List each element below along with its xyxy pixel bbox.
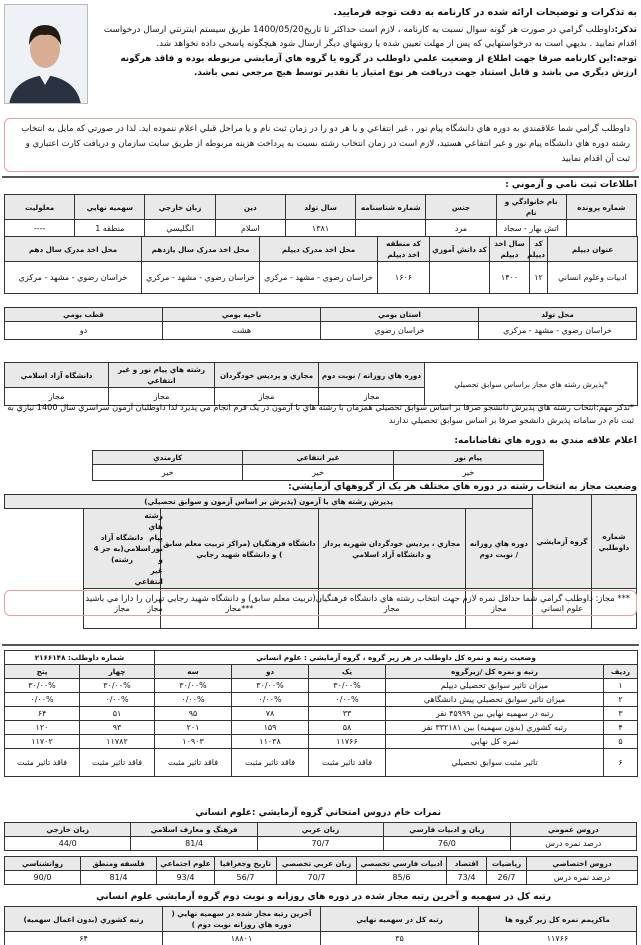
table-header-cell: شماره داوطلب: ۲۱۶۶۱۴۸ — [5, 651, 155, 665]
table-cell: 70/7 — [277, 871, 357, 885]
table-cell: 85/6 — [357, 871, 447, 885]
table-cell: ۱۱۷۸۲ — [80, 735, 155, 749]
status-note: *** مجاز: داوطلب گرامي شما حداقل نمره لازم جهت انتخاب رشته هاي دانشگاه فرهنگيان(تربيت معلم سابق) و دانشگاه شهيد رجايي تهران را دارا مي باشيد — [4, 590, 637, 616]
table-cell: نمره کل نهايي — [386, 735, 604, 749]
table-cell: 76/0 — [384, 837, 510, 851]
table-cell: 70/7 — [257, 837, 383, 851]
table-row — [5, 907, 637, 932]
raw-title: نمرات خام دروس امتحاني گروه آزمايشي :علوم انساني — [195, 808, 441, 818]
table-header-cell: آخرين رتبه مجاز شده در سهميه نهايي ( دوره هاي روزانه نوبت دوم ) — [163, 907, 321, 932]
table-header-cell: رتبه و نمره کل /زيرگروه — [386, 665, 604, 679]
table-header-cell: محل اخذ مدرک سال دهم — [5, 237, 142, 262]
table-header-cell: چهار — [80, 665, 155, 679]
notes-paragraph-1: تذکر:داوطلب گرامي در صورت هر گونه سوال نسبت به کارنامه ، لازم است حداکثر تا تاريخ1400/05/20 طريق سيستم اينترنتي ارسال درخواست اقدام نماييد . بديهي است به درخواستهايي که پس از مهلت تعيين شده يا روشهاي ديگر ارسال شود هيچگونه پاسخي داده نخواهد شد. — [103, 24, 637, 49]
registration-table-1 — [4, 194, 637, 238]
table-cell — [356, 220, 426, 238]
table-cell: ۱۵۹ — [232, 721, 309, 735]
table-cell: اتش بهار - سجاد — [496, 220, 566, 238]
table-row — [5, 823, 637, 837]
table-cell: خراسان رضوي - مشهد - مرکزي — [5, 262, 142, 294]
table-row — [5, 932, 637, 945]
table-cell: ۳۰/۰۰% — [5, 679, 80, 693]
table-row — [5, 857, 638, 871]
table-cell: ۲ — [604, 693, 638, 707]
table-cell: 44/0 — [5, 837, 131, 851]
table-header-cell: علوم اجتماعي — [157, 857, 215, 871]
table-cell: ۱۸۸۰۱ — [163, 932, 321, 945]
interest-table — [92, 450, 544, 481]
table-row — [5, 220, 637, 238]
table-cell — [430, 262, 490, 294]
table-row — [5, 651, 638, 665]
table-cell: ۱۳۸۱ — [285, 220, 355, 238]
table-row — [5, 707, 638, 721]
interest-title: اعلام علاقه مندي به دوره هاي تقاضانامه: — [454, 436, 637, 446]
table-cell: مجاز — [465, 589, 533, 629]
table-cell: ۷۸ — [232, 707, 309, 721]
table-row — [5, 322, 637, 340]
table-cell: 90/0 — [5, 871, 81, 885]
table-header-cell: فلسفه ومنطق — [81, 857, 157, 871]
table-cell: *پذيرش رشته هاي مجاز براساس سوابق تحصيلي — [425, 363, 638, 406]
table-cell: فاقد تاثير مثبت — [309, 749, 386, 777]
table-header-cell: زبان و ادبيات فارسي — [384, 823, 510, 837]
table-cell: ۹۵ — [155, 707, 232, 721]
table-cell: ۳۰/۰۰% — [232, 679, 309, 693]
table-header-cell: سهميه نهايي — [75, 195, 145, 220]
table-cell: منطقه 1 — [75, 220, 145, 238]
table-cell: ۰/۰۰% — [5, 693, 80, 707]
notes-section — [4, 6, 637, 114]
table-cell: مجاز — [84, 589, 161, 629]
table-row — [5, 693, 638, 707]
table-cell: خراسان رضوي - مشهد - مرکزي — [142, 262, 260, 294]
table-cell: ۳۳ — [309, 707, 386, 721]
table-header-cell: جنس — [426, 195, 496, 220]
raw-general-table — [4, 822, 637, 851]
table-cell: ***مجاز — [160, 589, 318, 629]
table-cell: مرد — [426, 220, 496, 238]
table-cell: فاقد تاثير مثبت — [80, 749, 155, 777]
table-header-cell: استان بومي — [321, 308, 479, 322]
table-header-cell: ادبيات فارسي تخصصي — [357, 857, 447, 871]
table-header-cell: رياضيات — [487, 857, 527, 871]
table-cell: ۱۲۰ — [5, 721, 80, 735]
table-header-cell: دانشگاه آزاد اسلامي(به جز 4 رشته) — [84, 509, 161, 589]
table-header-cell: فرهنگ و معارف اسلامي — [131, 823, 257, 837]
table-cell: ۵۸ — [309, 721, 386, 735]
table-row — [5, 308, 637, 322]
table-header-cell: دوره هاي روزانه / نوبت دوم — [465, 509, 533, 589]
table-cell: ۱۰۹۰۳ — [155, 735, 232, 749]
table-header-cell: رديف — [604, 665, 638, 679]
table-header-cell: پنج — [5, 665, 80, 679]
table-cell: ۱۶۰۶ — [378, 262, 430, 294]
table-header-cell: غير انتفاعي — [243, 451, 393, 465]
table-header-cell: رتبه کشوري (بدون اعمال سهميه) — [5, 907, 163, 932]
table-cell: ---- — [5, 220, 75, 238]
table-header-cell: کد دانش آموزي — [430, 237, 490, 262]
table-header-cell: وضعيت رتبه و نمره کل داوطلب در هر زير گروه ، گروه آزمايشي : علوم انساني — [155, 651, 638, 665]
table-cell: ۵۱ — [80, 707, 155, 721]
table-cell: خير — [243, 465, 393, 481]
table-cell: ۰/۰۰% — [80, 693, 155, 707]
table-cell: مجاز — [5, 388, 109, 406]
table-row — [5, 749, 638, 777]
table-row — [5, 495, 637, 509]
table-cell: درصد نمره درس — [527, 871, 638, 885]
registration-title: اطلاعات ثبت نامي و آزموني : — [505, 180, 637, 190]
table-header-cell: دروس عمومي — [510, 823, 636, 837]
raw-specialized-table — [4, 856, 638, 885]
final-title: رتبه کل در سهميه و آخرين رتبه مجاز شده در دوره هاي روزانه و نوبت دوم گروه آزمايشي علوم انساني — [96, 892, 551, 902]
table-cell: ۳۰/۰۰% — [80, 679, 155, 693]
table-cell: ۳۰/۰۰% — [155, 679, 232, 693]
table-cell: 56/7 — [215, 871, 277, 885]
table-header-cell: شماره پرونده — [566, 195, 636, 220]
table-cell: ۱۴۰۰ — [490, 262, 530, 294]
table-header-cell: ماکزيمم نمره کل زير گروه ها — [479, 907, 637, 932]
table-cell: ۱۱۷۰۲ — [5, 735, 80, 749]
table-header-cell: زبان خارجي — [145, 195, 215, 220]
table-header-cell: ناحيه بومي — [163, 308, 321, 322]
table-header-cell: يک — [309, 665, 386, 679]
table-header-cell: دين — [215, 195, 285, 220]
quota-note: *تذکر مهم:انتخاب رشته هاي پذيرش دانشجو صرفا بر اساس سوابق تحصيلي همزمان با رشته هاي با آزمون در يک فرم انجام مي پذيرد لذا داوطلبان آزمون سراسري سال 1400 نيازي به ثبت نام در سامانه پذيرش دانشجو صرفا بر اساس سوابق تحصيلي ندارند — [7, 402, 634, 425]
table-header-cell: اقتصاد — [447, 857, 487, 871]
table-cell: 81/4 — [131, 837, 257, 851]
table-cell: فاقد تاثير مثبت — [155, 749, 232, 777]
table-cell: مجاز — [215, 388, 319, 406]
table-cell: 81/4 — [81, 871, 157, 885]
table-header-cell: زبان خارجي — [5, 823, 131, 837]
table-cell: ۱ — [604, 679, 638, 693]
table-header-cell: پيام نور — [393, 451, 543, 465]
table-header-cell: مجازي و پرديس خودگردان — [215, 363, 319, 388]
table-header-cell: دوره هاي روزانه / نوبت دوم — [319, 363, 425, 388]
table-cell: ميزان تاثير سوابق تحصيلي ديپلم — [386, 679, 604, 693]
table-cell: ۳۵ — [321, 932, 479, 945]
table-cell: هشت — [163, 322, 321, 340]
table-cell: ۱۱۷۶۶ — [479, 932, 637, 945]
table-header-cell: دروس اختصاصي — [527, 857, 638, 871]
table-header-cell: محل اخذ مدرک سال يازدهم — [142, 237, 260, 262]
table-cell: فاقد تاثير مثبت — [232, 749, 309, 777]
status-title: وضعيت مجاز به انتخاب رشته در دوره هاي مختلف هر يک از گروههاي آزمايشي: — [288, 482, 637, 492]
table-header-cell: پذيرش رشته هاي با آزمون (پذيرش بر اساس آزمون و سوابق تحصيلي) — [5, 495, 533, 509]
table-cell: ۴ — [604, 721, 638, 735]
table-row — [5, 237, 638, 262]
table-cell: ۵ — [604, 735, 638, 749]
table-header-cell: دانشگاه فرهنگيان (مراکز تربيت معلم سابق ) و دانشگاه شهيد رجايي — [160, 509, 318, 589]
table-cell: 73/4 — [447, 871, 487, 885]
table-cell: مجاز — [319, 388, 425, 406]
table-header-cell: سه — [155, 665, 232, 679]
table-header-cell: زبان عربي تخصصي — [277, 857, 357, 871]
table-header-cell: تاريخ وجغرافيا — [215, 857, 277, 871]
table-cell: ۳۰/۰۰% — [309, 679, 386, 693]
divider — [2, 644, 639, 646]
registration-table-2 — [4, 236, 638, 294]
table-cell: ۶ — [604, 749, 638, 777]
table-header-cell: رشته هاي پيام نور و غير انتفاعي — [109, 363, 215, 388]
table-header-cell: مجازي ، پرديس خودگردان شهريه پرداز و دانشگاه آزاد اسلامي — [318, 509, 465, 589]
table-cell: علوم انساني — [533, 589, 592, 629]
table-cell: ۱۲ — [530, 262, 548, 294]
table-row — [5, 363, 638, 388]
table-cell: ۳ — [604, 707, 638, 721]
notes-paragraph-2: توجه:اين کارنامه صرفا جهت اطلاع از وضعيت علمي داوطلب در گروه يا گروه هاي آزمايشي مربوطه بوده و فاقد هرگونه ارزش ديگري مي باشد و قابل استناد جهت دريافت هر نوع امتياز يا تقدير توسط هيچ مرجعي نمي باشد. — [120, 53, 637, 78]
rank-table — [4, 650, 638, 777]
table-cell: 93/4 — [157, 871, 215, 885]
table-cell — [566, 220, 636, 238]
table-header-cell: قطب بومي — [5, 308, 163, 322]
table-row — [5, 721, 638, 735]
table-row — [5, 262, 638, 294]
table-header-cell: محل تولد — [479, 308, 637, 322]
table-header-cell: سال تولد — [285, 195, 355, 220]
table-row — [93, 451, 544, 465]
warning-box: داوطلب گرامي شما علاقمندي به دوره هاي دانشگاه پيام نور ، غير انتفاعي و يا هر دو را در زمان ثبت نام و يا مراحل قبلي اعلام ننموده ايد. لذا در صورتي که مايل به انتخاب رشته دوره هاي دانشگاه پيام نور و غير انتفاعي هستيد، لازم است در زمان انتخاب رشته نسبت به پرداخت هزينه مربوطه از طريق سايت سازمان و دريافت کارت اعتباري و ثبت آن اقدام نماييد — [4, 118, 637, 172]
table-header-cell: معلوليت — [5, 195, 75, 220]
table-row — [5, 195, 637, 220]
table-cell: ۱۱۰۳۸ — [232, 735, 309, 749]
table-row — [5, 871, 638, 885]
table-row — [5, 837, 637, 851]
table-cell: ۲۰۱ — [155, 721, 232, 735]
table-header-cell: شماره داوطلبي — [591, 495, 636, 589]
table-cell: ۰/۰۰% — [155, 693, 232, 707]
table-header-cell: رتبه کل در سهميه نهايي — [321, 907, 479, 932]
table-cell: اسلام — [215, 220, 285, 238]
table-cell: ۰/۰۰% — [232, 693, 309, 707]
table-cell: خراسان رضوي — [321, 322, 479, 340]
table-header-cell: کد ديپلم — [530, 237, 548, 262]
table-header-cell: زبان عربي — [257, 823, 383, 837]
table-cell: دو — [5, 322, 163, 340]
table-cell: مجاز — [109, 388, 215, 406]
table-cell: انگليسي — [145, 220, 215, 238]
table-header-cell: نام خانوادگي و نام — [496, 195, 566, 220]
table-cell: رتبه در سهميه نهايي بين ۴۵۹۹۹ نفر — [386, 707, 604, 721]
table-cell: فاقد تاثير مثبت — [5, 749, 80, 777]
table-row — [5, 735, 638, 749]
table-header-cell: محل اخذ مدرک ديپلم — [260, 237, 378, 262]
table-cell: ادبيات وعلوم انساني — [548, 262, 638, 294]
table-header-cell: روانشناسي — [5, 857, 81, 871]
table-cell: مجاز — [318, 589, 465, 629]
table-row — [5, 665, 638, 679]
table-row — [93, 465, 544, 481]
final-rank-table — [4, 906, 637, 945]
registration-table-3 — [4, 307, 637, 340]
table-cell: تاثير مثبت سوابق تحصيلي — [386, 749, 604, 777]
table-cell: خراسان رضوي - مشهد - مرکزي — [260, 262, 378, 294]
notes-heading: به تذکرات و توضيحات ارائه شده در کارنامه به دقت توجه فرماييد. — [333, 7, 637, 18]
table-cell: ۰/۰۰% — [309, 693, 386, 707]
table-header-cell: عنوان ديپلم — [548, 237, 638, 262]
table-row: علوم انساني مجاز مجاز ***مجاز مجاز مجاز — [5, 589, 637, 629]
table-cell: ۶۴ — [5, 707, 80, 721]
table-header-cell: سال اخذ ديپلم — [490, 237, 530, 262]
table-header-cell: دو — [232, 665, 309, 679]
table-header-cell: دانشگاه آزاد اسلامي — [5, 363, 109, 388]
table-header-cell: کارمندي — [93, 451, 243, 465]
table-cell: ميزان تاثير سوابق تحصيلي پيش دانشگاهي — [386, 693, 604, 707]
table-cell: خراسان رضوي - مشهد - مرکزي — [479, 322, 637, 340]
table-cell: خير — [393, 465, 543, 481]
table-header-cell: کد منطقه اخذ ديپلم — [378, 237, 430, 262]
table-cell: خير — [93, 465, 243, 481]
divider — [2, 176, 639, 178]
table-cell: 26/7 — [487, 871, 527, 885]
table-header-cell: شماره شناسنامه — [356, 195, 426, 220]
table-cell: ۶۴ — [5, 932, 163, 945]
table-cell: ۱۱۷۶۶ — [309, 735, 386, 749]
table-row — [5, 679, 638, 693]
table-cell: رتبه کشوري (بدون سهميه) بين ۳۳۲۱۸۱ نفر — [386, 721, 604, 735]
table-header-cell: گروه آزمايشي — [533, 495, 592, 589]
table-cell: درصد نمره درس — [510, 837, 636, 851]
table-cell: ۹۳ — [80, 721, 155, 735]
